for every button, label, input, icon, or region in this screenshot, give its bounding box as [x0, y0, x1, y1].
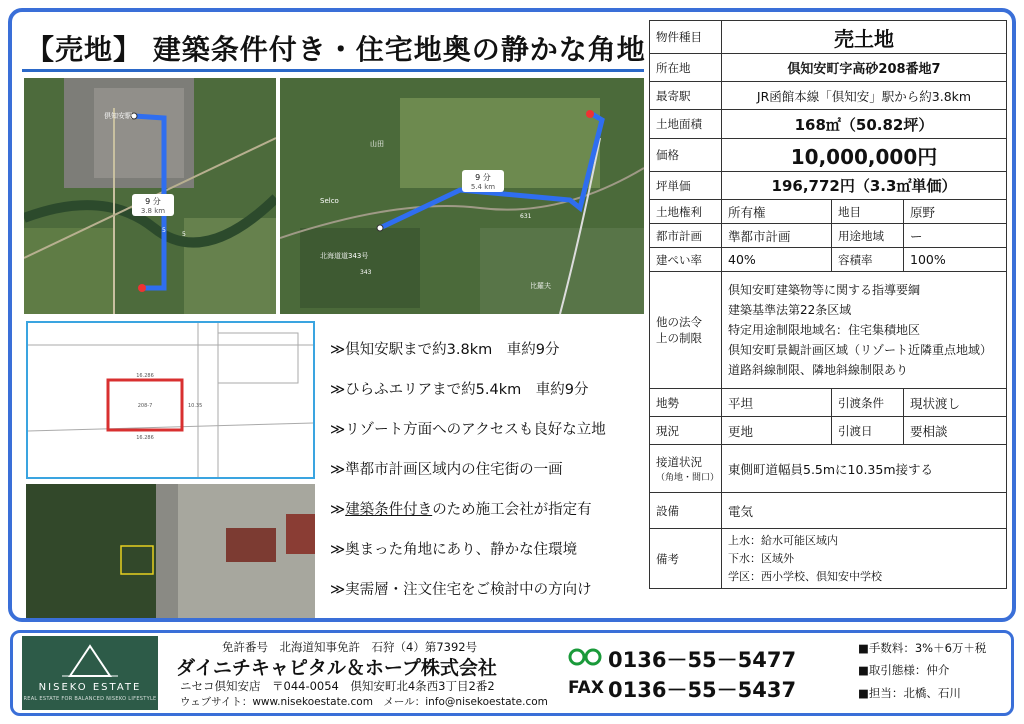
city-plan-label: 都市計画 — [650, 224, 722, 248]
feature-prefix: ≫ — [330, 502, 346, 518]
facility: 電気 — [722, 493, 1007, 529]
logo-tagline: REAL ESTATE FOR BALANCED NISEKO LIFESTYLE — [23, 696, 157, 702]
property-type: 売土地 — [722, 21, 1007, 54]
fax-label: FAX — [568, 678, 604, 698]
land-category-label: 地目 — [832, 200, 904, 224]
map-right-dist: 5.4 km — [470, 183, 496, 191]
spec-table — [649, 20, 1007, 589]
zone: ー — [904, 224, 1007, 248]
feature-item: ≫ひらふエリアまで約5.4km 車約9分 — [330, 382, 589, 398]
route-map-station — [24, 78, 276, 314]
area-label: 土地面積 — [650, 110, 722, 139]
staff-in-charge: ■担当：北橋、石川 — [858, 686, 961, 700]
notes-label: 備考 — [650, 529, 722, 589]
price: 10,000,000円 — [722, 139, 1007, 172]
website-email: ウェブサイト：www.nisekoestate.com メール：info@nisekoestate.com — [180, 696, 548, 708]
feature-item: ≫リゾート方面へのアクセスも良好な立地 — [330, 422, 606, 438]
location: 倶知安町字高砂208番地7 — [722, 54, 1007, 82]
note-item: 上水：給水可能区域内 — [728, 533, 838, 547]
map-right-time: 9 分 — [475, 173, 491, 182]
land-right-label: 土地権利 — [650, 200, 722, 224]
feature-rest: のため施工会社が指定有 — [432, 502, 592, 518]
law-item: 特定用途制限地域名：住宅集積地区 — [728, 323, 921, 337]
map-left-dist: 3.8 km — [140, 207, 166, 215]
map-right-road-label: 北海道道343号 — [320, 252, 369, 260]
plot-bottom-dim: 16.286 — [136, 435, 154, 441]
plot-lot-number: 208-7 — [137, 403, 153, 409]
far-label: 容積率 — [832, 248, 904, 272]
company-logo — [22, 636, 158, 710]
station-label: 最寄駅 — [650, 82, 722, 110]
map-right-area: 比羅夫 — [530, 282, 551, 290]
brokerage-fee: ■手数料：3%＋6万＋税 — [858, 641, 987, 655]
feature-underlined: 建築条件付き — [345, 502, 433, 518]
fax-number: 0136－55－5437 — [608, 678, 797, 702]
land-right: 所有権 — [722, 200, 832, 224]
land-category: 原野 — [904, 200, 1007, 224]
station: JR函館本線「倶知安」駅から約3.8km — [722, 82, 1007, 110]
law-item: 倶知安町景観計画区域（リゾート近隣重点地域） — [728, 343, 993, 357]
feature-item: ≫奥まった角地にあり、静かな住環境 — [330, 542, 578, 558]
page-title: 【売地】 建築条件付き・住宅地奥の静かな角地 — [26, 33, 646, 66]
notes-list — [722, 529, 1007, 589]
laws-label — [650, 272, 722, 389]
map-right-route-a: 343 — [360, 269, 372, 276]
route-map-hirafu — [280, 78, 644, 314]
terrain: 平坦 — [722, 389, 832, 417]
branch-address: ニセコ倶知安店 〒044-0054 倶知安町北4条西3丁目2番2 — [180, 679, 495, 693]
road-label — [650, 445, 722, 493]
map-right-mountain: 山田 — [370, 140, 384, 148]
map-left-time: 9 分 — [145, 197, 161, 206]
law-item: 建築基準法第22条区域 — [728, 303, 852, 317]
unit-price-label: 坪単価 — [650, 172, 722, 200]
road-access: 東側町道幅員5.5mに10.35m接する — [722, 445, 1007, 493]
company-name: ダイニチキャピタル＆ホープ株式会社 — [176, 657, 497, 679]
laws-label-line: 上の制限 — [656, 331, 702, 345]
terrain-label: 地勢 — [650, 389, 722, 417]
feature-item: ≫準都市計画区域内の住宅街の一画 — [330, 462, 563, 478]
feature-item: ≫倶知安駅まで約3.8km 車約9分 — [330, 342, 560, 358]
bcr-label: 建ぺい率 — [650, 248, 722, 272]
location-label: 所在地 — [650, 54, 722, 82]
plot-side-dim: 10.35 — [188, 403, 203, 409]
map-right-poi: Selco — [320, 197, 339, 205]
map-left-route-a: 5 — [162, 227, 166, 234]
handover-cond-label: 引渡条件 — [832, 389, 904, 417]
map-left-start-label: 倶知安駅 — [104, 112, 132, 120]
aerial-photo — [26, 484, 315, 618]
title-underline — [22, 69, 644, 72]
handover-cond: 現状渡し — [904, 389, 1007, 417]
land-area: 168㎡（50.82坪） — [722, 110, 1007, 139]
free-dial-icon — [568, 646, 602, 668]
road-label-sub: （角地・間口） — [656, 473, 720, 483]
law-item: 道路斜線制限、隣地斜線制限あり — [728, 363, 909, 377]
unit-price: 196,772円（3.3㎡単価） — [722, 172, 1007, 200]
zone-label: 用途地域 — [832, 224, 904, 248]
type-label: 物件種目 — [650, 21, 722, 54]
law-item: 倶知安町建築物等に関する指導要綱 — [728, 283, 921, 297]
note-item: 下水：区域外 — [728, 551, 794, 565]
road-label-main: 接道状況 — [656, 455, 702, 469]
status-label: 現況 — [650, 417, 722, 445]
feature-item: ≫実需層・注文住宅をご検討中の方向け — [330, 582, 592, 598]
status: 更地 — [722, 417, 832, 445]
logo-name: NISEKO ESTATE — [38, 682, 142, 693]
map-left-route-b: 5 — [182, 231, 186, 238]
phone-number: 0136－55－5477 — [608, 648, 797, 672]
note-item: 学区：西小学校、倶知安中学校 — [728, 569, 882, 583]
far: 100% — [904, 248, 1007, 272]
laws-label-line: 他の法令 — [656, 315, 702, 329]
mountain-logo-icon — [22, 636, 158, 680]
license-number: 免許番号 北海道知事免許 石狩（4）第7392号 — [222, 640, 478, 654]
transaction-mode: ■取引態様：仲介 — [858, 663, 950, 677]
bcr: 40% — [722, 248, 832, 272]
handover-date-label: 引渡日 — [832, 417, 904, 445]
plot-top-dim: 16.286 — [136, 373, 154, 379]
plot-plan — [26, 321, 315, 479]
laws-list — [722, 272, 1007, 389]
facility-label: 設備 — [650, 493, 722, 529]
feature-item — [330, 500, 640, 540]
handover-date: 要相談 — [904, 417, 1007, 445]
feature-list — [330, 340, 640, 620]
city-plan: 準都市計画 — [722, 224, 832, 248]
map-right-route-b: 631 — [520, 213, 532, 220]
price-label: 価格 — [650, 139, 722, 172]
